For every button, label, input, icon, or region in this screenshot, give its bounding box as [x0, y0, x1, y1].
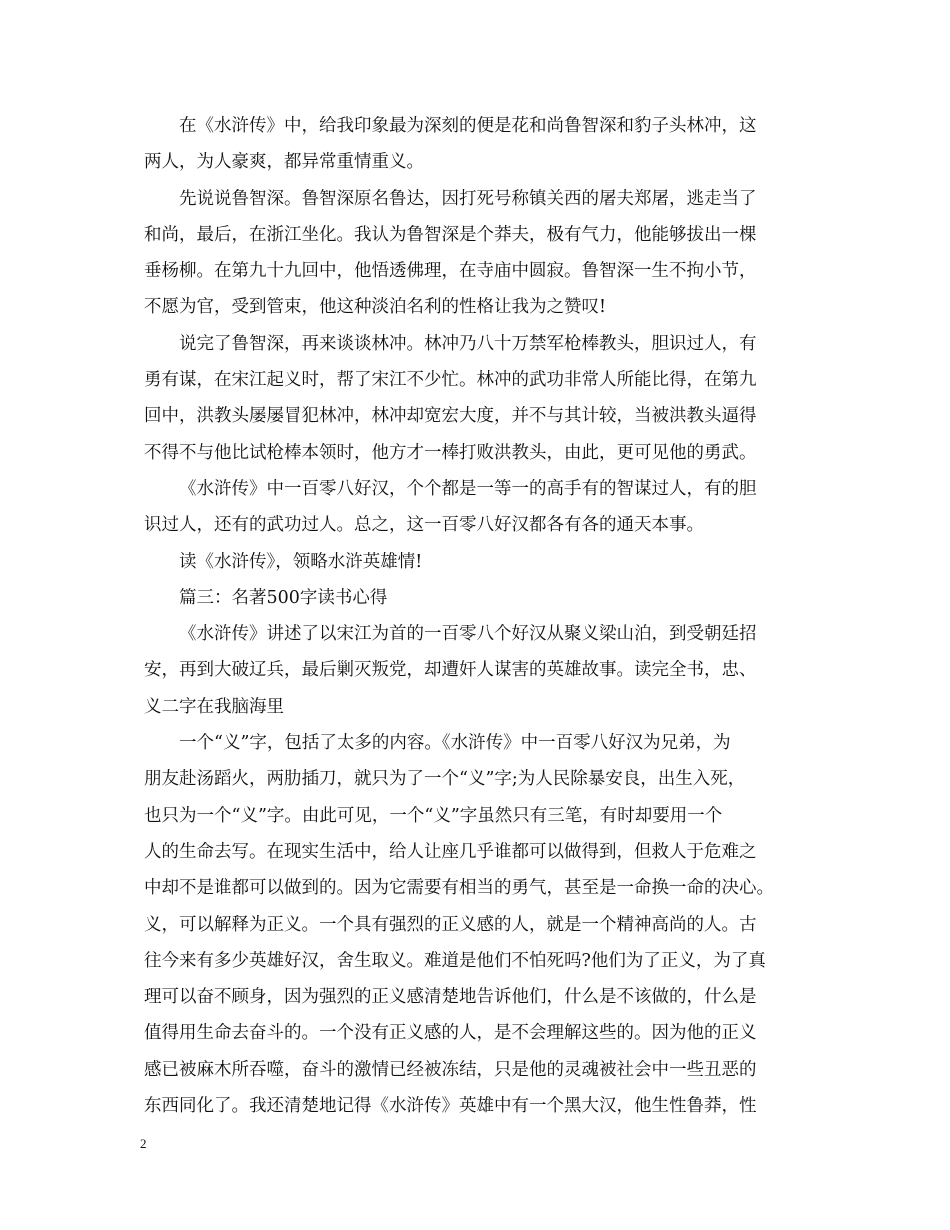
- text-line: 朋友赴汤蹈火，两肋插刀，就只为了一个“义”字;为人民除暴安良，出生入死，: [144, 769, 746, 790]
- text-line: 中却不是谁都可以做到的。因为它需要有相当的勇气，甚至是一命换一命的决心。: [144, 878, 774, 899]
- text-line: 先说说鲁智深。鲁智深原名鲁达，因打死号称镇关西的屠夫郑屠，逃走当了: [179, 188, 757, 209]
- text-line: 安，再到大破辽兵，最后剿灭叛党，却遭奸人谋害的英雄故事。读完全书，忠、: [144, 660, 757, 681]
- text-line: 在《水浒传》中，给我印象最为深刻的便是花和尚鲁智深和豹子头林冲，这: [179, 116, 757, 136]
- text-line: 理可以奋不顾身，因为强烈的正义感清楚地告诉他们，什么是不该做的，什么是: [144, 987, 757, 1008]
- text-line: 值得用生命去奋斗的。一个没有正义感的人，是不会理解这些的。因为他的正义: [144, 1023, 757, 1044]
- text-line: 一个“义”字，包括了太多的内容。《水浒传》中一百零八好汉为兄弟，为: [179, 733, 731, 754]
- text-line: 《水浒传》讲述了以宋江为首的一百零八个好汉从聚义梁山泊，到受朝廷招: [179, 624, 757, 645]
- text-line: 感已被麻木所吞噬，奋斗的激情已经被冻结，只是他的灵魂被社会中一些丑恶的: [144, 1059, 757, 1080]
- text-line: 义，可以解释为正义。一个具有强烈的正义感的人，就是一个精神高尚的人。古: [144, 914, 757, 935]
- page-number: 2: [140, 1136, 147, 1151]
- text-line: 也只为一个“义”字。由此可见，一个“义”字虽然只有三笔，有时却要用一个: [144, 805, 723, 826]
- text-line: 人的生命去写。在现实生活中，给人让座几乎谁都可以做得到，但救人于危难之: [144, 841, 757, 862]
- document-body: [144, 108, 824, 1124]
- text-line: 垂杨柳。在第九十九回中，他悟透佛理，在寺庙中圆寂。鲁智深一生不拘小节，: [144, 261, 757, 282]
- section-heading: 篇三：名著500字读书心得: [179, 587, 388, 608]
- text-line: 回中，洪教头屡屡冒犯林冲，林冲却宽宏大度，并不与其计较，当被洪教头逼得: [144, 406, 757, 427]
- text-line: 义二字在我脑海里: [144, 696, 284, 717]
- text-line: 读《水浒传》，领略水浒英雄情!: [179, 551, 423, 572]
- text-line: 东西同化了。我还清楚地记得《水浒传》英雄中有一个黑大汉，他生性鲁莽，性: [144, 1096, 757, 1117]
- text-line: 往今来有多少英雄好汉，舍生取义。难道是他们不怕死吗?他们为了正义，为了真: [144, 950, 766, 971]
- text-line: 《水浒传》中一百零八好汉，个个都是一等一的高手有的智谋过人，有的胆: [179, 478, 757, 499]
- text-line: 识过人，还有的武功过人。总之，这一百零八好汉都各有各的通天本事。: [144, 515, 704, 536]
- text-line: 勇有谋，在宋江起义时，帮了宋江不少忙。林冲的武功非常人所能比得，在第九: [144, 370, 757, 391]
- text-line: 不得不与他比试枪棒本领时，他方才一棒打败洪教头，由此，更可见他的勇武。: [144, 442, 757, 463]
- text-line: 和尚，最后，在浙江坐化。我认为鲁智深是个莽夫，极有气力，他能够拔出一棵: [144, 224, 757, 245]
- text-line: 不愿为官，受到管束，他这种淡泊名利的性格让我为之赞叹!: [144, 297, 607, 318]
- text-line: 两人，为人豪爽，都异常重情重义。: [144, 152, 424, 173]
- text-line: 说完了鲁智深，再来谈谈林冲。林冲乃八十万禁军枪棒教头，胆识过人，有: [179, 333, 757, 354]
